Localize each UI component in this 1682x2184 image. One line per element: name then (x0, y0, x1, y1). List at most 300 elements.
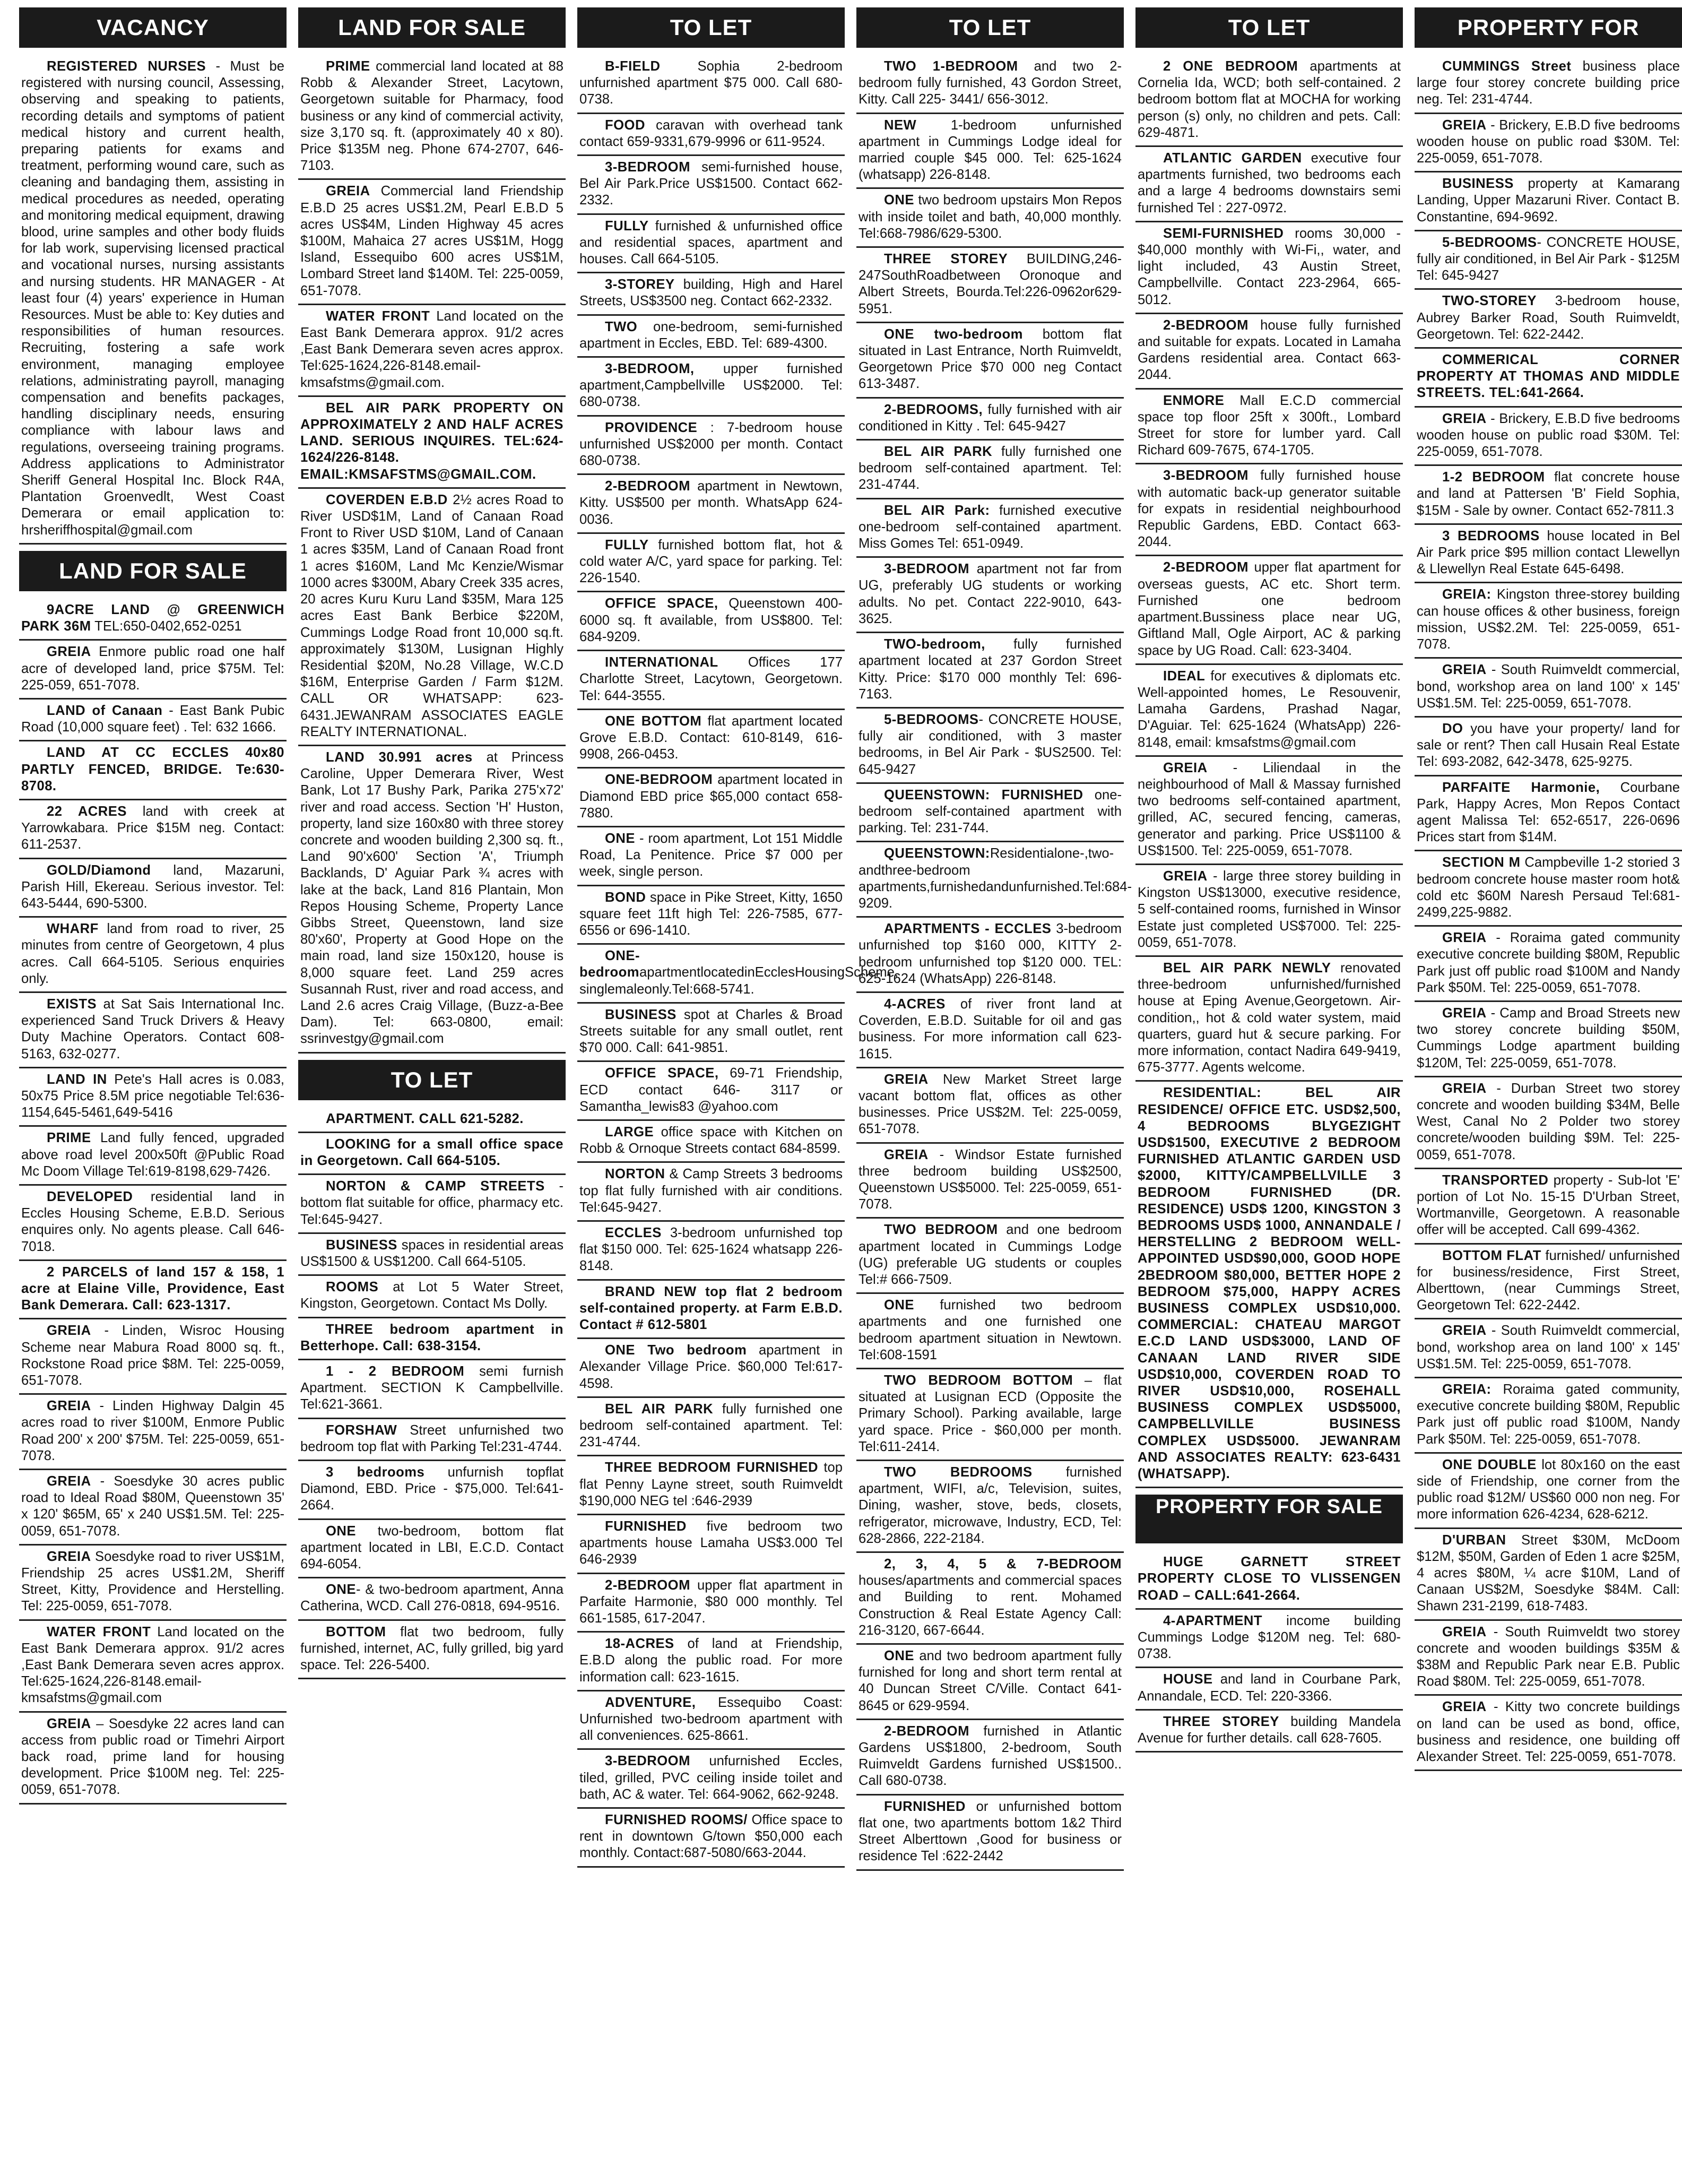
classified-ad (19, 1546, 287, 1621)
classified-ad (577, 1750, 845, 1809)
classified-ad (19, 859, 287, 918)
ad-body: apartment in Alexander Village Price. $60,000 Tel:617-4598. (579, 1343, 843, 1391)
ad-lead: D'URBAN (1442, 1532, 1506, 1548)
ad-lead: GREIA (47, 644, 91, 660)
ad-lead: GREIA (47, 1323, 91, 1339)
ad-lead: ONE (884, 193, 914, 208)
ad-lead: GREIA (1442, 117, 1487, 133)
ad-lead: GREIA (47, 1549, 91, 1564)
classified-ad (577, 417, 845, 476)
classified-ad (577, 945, 898, 1004)
ad-body: bottom flat situated in Last Entrance, North Ruimveldt, Georgetown Price $70 000 neg Contact 613-3487. (859, 326, 1122, 392)
ad-body: - Liliendaal in the neighbourhood of Mall & Massay furnished two bedrooms self-contained apartment, grilled, AC, secured fencing, cameras, generator and parking. Price US$1100 & US$1500. Tel: 225-0059, 651-7078. (1138, 760, 1401, 858)
classified-ad (298, 55, 566, 180)
ad-body: - Linden, Wisroc Housing Scheme near Mabura Road 8000 sq. ft., Rockstone Road price $8M. Tel: 225-0059, 651-7078. (21, 1323, 284, 1388)
classified-ad (298, 746, 566, 1054)
ad-lead: INTERNATIONAL (605, 655, 718, 670)
classified-ad (577, 1456, 845, 1515)
ad-lead: QUEENSTOWN: FURNISHED (884, 787, 1083, 802)
ad-body: and two bedroom apartment fully furnished for long and short term rental at 40 Duncan Street C/Ville. Contact 641-8645 or 629-9594. (859, 1648, 1122, 1713)
classified-ad (856, 499, 1124, 558)
ad-lead: OFFICE SPACE, (605, 1066, 719, 1081)
ad-body: or unfurnished bottom flat one, two apartments bottom 1&2 Third Street Alberttown ,Good for business or residence Tel :622-2442 (859, 1799, 1122, 1864)
ad-lead: LAND IN (47, 1072, 107, 1087)
classified-ad (577, 769, 845, 827)
ad-lead: 3 bedrooms (326, 1465, 425, 1480)
ad-body: BUILDING,246-247SouthRoadbetween Oronoque and Albert Streets, Bourda.Tel:226-0962or629-5951. (859, 252, 1122, 316)
column-2 (298, 7, 566, 2184)
ad-body: furnished apartment, WIFI, a/c, Television, suites, Dining, washer, stove, beds, closets, refrigerator, microwave, Industry, ECD, Tel: 628-2866, 222-2184. (859, 1465, 1122, 1546)
ad-body: for executives & diplomats etc. Well-appointed homes, Le Resouvenir, Lamaha Gardens, Prashad Nagar, D'Aguiar. Tel: 625-1624 (WhatsApp) 226-8148, email: kmsafstms@gmail.com (1138, 668, 1401, 750)
ad-lead: FOOD (605, 117, 645, 133)
ad-body: Land located on the East Bank Demerara approx. 91/2 acres ,East Bank Demerara seven acres approx. Tel:625-1624,226-8148.email-kmsafstms@gmail.com (21, 1624, 284, 1706)
classified-ad (856, 1461, 1124, 1553)
classified-ad (856, 399, 1124, 441)
ad-lead: 2 ONE BEDROOM (1163, 59, 1298, 74)
classified-ad (856, 1645, 1124, 1720)
ad-lead: 4-ACRES (884, 996, 946, 1012)
ad-lead: TWO BEDROOMS (884, 1465, 1033, 1480)
ad-body: Mall E.C.D commercial space top floor 25ft x 300ft., Lombard Street for store for lumber yard. Call Richard 609-7675, 674-1705. (1138, 393, 1401, 458)
ad-lead: BEL AIR PARK (884, 444, 993, 460)
ad-body: – Soesdyke 22 acres land can access from public road or Timehri Airport back road, prime land for housing development. Price $100M neg. Tel: 225-0059, 651-7078. (21, 1716, 284, 1798)
ad-body: fully furnished apartment located at 237 Gordon Street Kitty. Price: $170 000 monthly Tel: 696-7163. (859, 637, 1122, 702)
ad-lead: ONE two-bedroom (884, 326, 1023, 342)
ad-lead: GREIA (1442, 1081, 1487, 1096)
classified-ad (1135, 1711, 1403, 1753)
ad-body: - Brickery, E.B.D five bedrooms wooden house on public road $30M. Tel: 225-0059, 651-7078. (1417, 117, 1680, 166)
ad-body: upper furnished apartment,Campbellville US$2000. Tel: 680-0738. (579, 361, 843, 410)
classified-ad (856, 1144, 1124, 1219)
classified-ad (19, 741, 287, 800)
ad-lead: REGISTERED NURSES (47, 59, 206, 74)
ad-lead: FURNISHED (884, 1799, 966, 1814)
ad-lead: 5-BEDROOMS (884, 712, 979, 727)
classified-ad (577, 710, 845, 769)
ad-lead: ENMORE (1163, 393, 1225, 408)
classified-ad (1415, 1077, 1682, 1169)
ad-lead: EXISTS (47, 996, 97, 1012)
classified-ad (1415, 718, 1682, 776)
ad-lead: LAND of Canaan (47, 703, 163, 718)
ad-lead: OFFICE SPACE, (605, 596, 718, 611)
classified-ad (298, 1578, 566, 1620)
ad-lead: FURNISHED (605, 1519, 687, 1534)
ad-lead: GREIA (326, 184, 370, 199)
classified-ad (577, 1004, 845, 1063)
ad-body: building, High and Harel Streets, US$3500 neg. Contact 662-2332. (579, 277, 843, 309)
ad-body: - Camp and Broad Streets new two storey concrete building $50M, Cummings Lodge apartment building $120M, Tel: 225-0059, 651-7078. (1417, 1005, 1680, 1071)
ad-body: - South Ruimveldt commercial, bond, workshop area on land 100' x 145' US$1.5M. Tel: 225-0059, 651-7078. (1417, 1323, 1680, 1371)
classified-ad (1415, 466, 1682, 525)
ad-body: 1-bedroom unfurnished apartment in Cummings Lodge ideal for married couple $45 000. Tel: 625-1624 (whatsapp) 226-8148. (859, 117, 1122, 183)
classified-ad (1415, 290, 1682, 349)
ad-body: two bedroom upstairs Mon Repos with inside toilet and bath, 40,000 monthly. Tel:668-7986/629-5300. (859, 193, 1122, 241)
ad-body: - Durban Street two storey concrete and wooden building $34M, Belle West, Canal No 2 Polder two storey concrete/wooden building $9M. Tel: 225-0059, 651-7078. (1417, 1081, 1680, 1162)
classified-ad (19, 1068, 287, 1127)
classified-ad (298, 1461, 566, 1520)
classified-ad (1415, 1454, 1682, 1529)
ad-lead: LAND AT CC ECCLES 40x80 PARTLY FENCED, BRIDGE. Te:630-8708. (21, 745, 284, 793)
classified-ad (577, 1633, 845, 1691)
classified-ad (577, 1515, 845, 1574)
ad-lead: THREE STOREY (884, 252, 1008, 267)
ad-body: & Camp Streets 3 bedrooms top flat fully furnished with air conditions. Tel:645-9427. (579, 1167, 843, 1215)
ad-body: apartment in Newtown, Kitty. US$500 per month. WhatsApp 624-0036. (579, 479, 843, 527)
ad-body: Kingston three-storey building can house offices & other business, foreign mission, US$2.2M. Tel: 225-0059, 651-7078. (1417, 587, 1680, 652)
classified-ad (1415, 1378, 1682, 1454)
column-4 (856, 7, 1132, 2184)
classified-ad (1135, 147, 1403, 222)
ad-body: Residentialone-,two-andthree-bedroom apartments,furnishedandunfurnished.Tel:684-9209. (859, 846, 1132, 911)
classified-ad (19, 1395, 287, 1470)
ad-lead: 3-BEDROOM (605, 160, 690, 175)
ad-lead: ONE-bedroom (579, 948, 640, 980)
section-header: PROPERTY FOR (1415, 7, 1682, 48)
ad-body: Roraima gated community, executive concrete building $80M, Republic Park just off public road $100M, Nandy Park $50M. Tel: 225-0059, 651-7078. (1417, 1382, 1680, 1447)
ad-lead: ROOMS (326, 1280, 379, 1295)
ad-lead: PRIME (47, 1130, 91, 1146)
ad-lead: BUSINESS (1442, 176, 1514, 192)
ad-lead: BEL AIR PARK PROPERTY ON APPROXIMATELY 2 AND HALF ACRES LAND. SERIOUS INQUIRES. TEL:624-1624/226-8148. EMAIL:KMSAFSTMS@GMAIL.COM. (300, 400, 563, 482)
classified-ad (577, 534, 845, 593)
ad-body: and one bedroom apartment located in Cummings Lodge (UG) preferable UG students or couples Tel:# 666-7509. (859, 1222, 1122, 1287)
ad-lead: LAND 30.991 acres (326, 749, 473, 765)
ad-lead: TWO BEDROOM BOTTOM (884, 1373, 1073, 1388)
ad-body: Campbeville 1-2 storied 3 bedroom concrete house master room hot& cold etc $60M Naresh Persaud Tel:681-2499,225-9882. (1417, 855, 1680, 920)
ad-body: - South Ruimveldt two storey concrete and wooden buildings $35M & $38M and Republic Park near E.B. Public Road $80M. Tel: 225-0059, 651-7078. (1417, 1624, 1680, 1689)
ad-lead: PARFAITE Harmonie, (1442, 780, 1600, 795)
ad-body: at Lot 5 Water Street, Kingston, Georgetown. Contact Ms Dolly. (300, 1280, 563, 1311)
classified-ad (577, 316, 845, 358)
column-5 (1135, 7, 1403, 2184)
ad-body: property at Kamarang Landing, Upper Mazaruni River. Contact B. Constantine, 694-9692. (1417, 176, 1680, 225)
ad-body: 3-bedroom unfurnished top flat $150 000. Tel: 625-1624 whatsapp 226-8148. (579, 1225, 843, 1274)
ad-lead: APARTMENTS - ECCLES (884, 921, 1052, 937)
ad-body: one-bedroom, semi-furnished apartment in Eccles, EBD. Tel: 689-4300. (579, 319, 843, 351)
ad-body: furnished & unfurnished office and residential spaces, apartment and houses. Call 664-5105. (579, 218, 843, 267)
ad-lead: BOND (605, 890, 646, 905)
ad-lead: THREE STOREY (1163, 1714, 1279, 1729)
section-header: TO LET (1135, 7, 1403, 48)
classified-ad (1135, 556, 1403, 664)
ad-body: spaces in residential areas US$1500 & US$1200. Call 664-5105. (300, 1237, 563, 1269)
ad-lead: RESIDENTIAL: BEL AIR RESIDENCE/ OFFICE ETC. USD$2,500, 4 BEDROOMS BLYGEZIGHT USD$1500, EXECUTIVE 2 BEDROOM FURNISHED ATLANTIC GARDEN USD $2000, KITTY/CAMPBELLVILLE 3 BEDROOM FURNISHED (DR. RESIDENCE) USD$ 1200, KINGSTON 3 BEDROOMS USD$ 1000, ANNANDALE / HERSTELLING 2 BEDROOM WELL- APPOINTED USD$90,000, GOOD HOPE 2BEDROOM $80,000, BETTER HOPE 2 BEDROOM $75,000, HAPPY ACRES BUSINESS COMPLEX USD$10,000. COMMERCIAL: CHATEAU MARGOT E.C.D LAND USD$3000, LAND OF CANAAN LAND RIVER SIDE USD$10,000, COVERDEN ROAD TO RIVER USD$10,000, ROSEHALL BUSINESS COMPLEX USD$5000, CAMPBELLVILLE BUSINESS COMPLEX USD$5000. JEWANRAM AND ASSOCIATES REALTY: 623-6431 (WHATSAPP). (1138, 1085, 1401, 1482)
ad-lead: COMMERICAL CORNER PROPERTY AT THOMAS AND MIDDLE STREETS. TEL:641-2664. (1417, 352, 1680, 401)
classified-ad (1135, 222, 1403, 314)
ad-body: - Soesdyke 30 acres public road to Ideal Road $80M, Queenstown 35' x 120' $65M, 65' x 240 US$1.5M. Tel: 225-0059, 651-7078. (21, 1474, 284, 1539)
ad-body: building Mandela Avenue for further details. call 628-7605. (1138, 1714, 1401, 1746)
classified-ad (19, 1621, 287, 1713)
classified-ad (1135, 957, 1403, 1082)
ad-lead: DO (1442, 721, 1463, 736)
ad-lead: WHARF (47, 921, 99, 937)
ad-lead: BUSINESS (605, 1007, 677, 1022)
ad-body: and two 2-bedroom fully furnished, 43 Gordon Street, Kitty. Call 225- 3441/ 656-3012. (859, 59, 1122, 107)
ad-body: top flat Penny Layne street, south Ruimveldt $190,000 NEG tel :646-2939 (579, 1460, 843, 1508)
ad-lead: 9ACRE LAND @ GREENWICH PARK 36M (21, 602, 284, 634)
classified-ad (856, 1553, 1124, 1645)
classified-ad (856, 918, 1124, 993)
ad-body: apartmentlocatedinEcclesHousingScheme, singlemaleonly.Tel:668-5741. (579, 965, 898, 997)
ad-body: – flat situated at Lusignan ECD (Opposite the Primary School). Parking available, large yard space. Price - $60,000 per month. Tel:611-2414. (859, 1373, 1122, 1454)
ad-lead: GREIA (1442, 1699, 1487, 1715)
ad-body: Street unfurnished two bedroom top flat with Parking Tel:231-4744. (300, 1422, 563, 1454)
classified-ad (1415, 55, 1682, 114)
classified-ad (577, 114, 845, 156)
classified-ad (19, 1713, 287, 1805)
classified-ad (577, 1121, 845, 1163)
ad-lead: GREIA (47, 1716, 91, 1731)
classified-ad (19, 1186, 287, 1261)
classified-ad (577, 827, 845, 886)
classified-ad (19, 55, 287, 545)
ad-body: TEL:650-0402,652-0251 (91, 619, 242, 634)
ad-lead: ONE Two bedroom (605, 1343, 747, 1358)
ad-body: of river front land at Coverden, E.B.D. Suitable for oil and gas business. For more information call 623-1615. (859, 996, 1122, 1061)
ad-lead: PROVIDENCE (605, 420, 698, 435)
ad-body: - East Bank Pubic Road (10,000 square feet) . Tel: 632 1666. (21, 703, 284, 735)
ad-body: executive four apartments furnished, two bedrooms each and a large 4 bedrooms downstairs semi furnished Tel : 227-0972. (1138, 151, 1401, 215)
classified-ad (577, 1062, 845, 1121)
classified-ad (298, 1234, 566, 1276)
ad-lead: ONE DOUBLE (1442, 1457, 1537, 1472)
ad-lead: HOUSE (1163, 1672, 1213, 1687)
ad-body: business place large four storey concrete building price neg. Tel: 231-4744. (1417, 59, 1680, 107)
classified-ad (1415, 1319, 1682, 1378)
classified-ad (19, 1261, 287, 1320)
ad-lead: NEW (884, 117, 917, 133)
ad-lead: 4-APARTMENT (1163, 1613, 1263, 1628)
ad-body: residential land in Eccles Housing Scheme, E.B.D. Serious enquires only. No agents please. Call 646-7018. (21, 1189, 284, 1254)
ad-body: - Brickery, E.B.D five bedrooms wooden house on public road $30M. Tel: 225-0059, 651-7078. (1417, 411, 1680, 460)
classified-ad (1135, 865, 1403, 957)
ad-lead: NORTON (605, 1167, 665, 1182)
ad-body: - room apartment, Lot 151 Middle Road, La Penitence. Price $7 000 per week, single person. (579, 831, 843, 879)
ad-lead: GREIA (1442, 411, 1487, 426)
classified-ad (856, 993, 1124, 1068)
ad-body: Commercial land Friendship E.B.D 25 acres US$1.2M, Pearl E.B.D 5 acres US$4M, Linden Highway 45 acres $100M, Mahaica 27 acres US$1M, Hogg Island, Essequibo 600 acres US$1M, Lombard Street land $140M. Tel: 225-0059, 651-7078. (300, 184, 563, 298)
ad-lead: BOTTOM (326, 1624, 386, 1639)
section-header: VACANCY (19, 7, 287, 48)
ad-body: upper flat apartment for overseas guests, AC etc. Short term. Furnished one bedroom apartment.Bussiness place near UG, Giftland Mall, Ogle Airport, AC & parking space by UG Road. Call: 623-3404. (1138, 560, 1401, 658)
ad-lead: COVERDEN E.B.D (326, 492, 448, 507)
classified-ad (856, 248, 1124, 323)
ad-body: commercial land located at 88 Robb & Alexander Street, Lacytown, Georgetown suitable for Pharmacy, food business or any kind of commercial activity, size 3,170 sq. ft. (approximately 40 x 80). Price $135M neg. Phone 674-2707, 646-7103. (300, 59, 563, 174)
classified-ad (19, 800, 287, 859)
classified-ad (19, 641, 287, 700)
ad-lead: GREIA: (1442, 1382, 1492, 1397)
ad-lead: QUEENSTOWN: (884, 846, 990, 861)
classified-ad (1135, 55, 1403, 147)
ad-lead: SECTION M (1442, 855, 1521, 870)
ad-body: Offices 177 Charlotte Street, Lacytown, Georgetown. Tel: 644-3555. (579, 655, 843, 703)
ad-body: - Kitty two concrete buildings on land can be used as bond, office, business and residence, one building off Alexander Street. Tel: 225-0059, 651-7078. (1417, 1699, 1680, 1765)
ad-body: semi furnish Apartment. SECTION K Campbellville. Tel:621-3661. (300, 1364, 563, 1412)
ad-lead: BRAND NEW top flat 2 bedroom self-contained property. at Farm E.B.D. Contact # 612-5801 (579, 1284, 843, 1332)
classified-ad (19, 1319, 287, 1395)
classified-ad (1135, 390, 1403, 465)
ad-body: 3-bedroom house, Aubrey Barker Road, South Ruimveldt, Georgetown. Tel: 622-2442. (1417, 293, 1680, 342)
classified-ad (1135, 464, 1403, 556)
ad-body: land from road to river, 25 minutes from centre of Georgetown, 4 plus acres. Call 664-5105. Serious enquiries only. (21, 921, 284, 986)
classified-ad (298, 1520, 566, 1579)
ad-body: spot at Charles & Broad Streets suitable for any small outlet, rent $70 000. Call: 641-9851. (579, 1007, 843, 1056)
classified-ad (856, 558, 1124, 633)
classified-ad (1415, 851, 1682, 927)
ad-lead: TWO-bedroom, (884, 637, 985, 652)
ad-lead: GREIA (1442, 1624, 1487, 1639)
classified-ad (577, 273, 845, 315)
classified-ad (577, 592, 845, 651)
ad-lead: THREE bedroom apartment in Betterhope. Call: 638-3154. (300, 1322, 563, 1353)
classified-ad (856, 55, 1124, 114)
ad-body: two-bedroom, bottom flat apartment located in LBI, E.C.D. Contact 694-6054. (300, 1523, 563, 1572)
ad-lead: 2-BEDROOM (1163, 560, 1249, 575)
ad-lead: ADVENTURE, (605, 1695, 696, 1710)
ad-lead: ONE (326, 1582, 356, 1598)
ad-lead: SEMI-FURNISHED (1163, 226, 1284, 241)
ad-body: apartment located in Diamond EBD price $65,000 contact 658-7880. (579, 772, 843, 821)
ad-body: Sophia 2-bedroom unfurnished apartment $75 000. Call 680-0738. (579, 59, 843, 107)
ad-body: Essequibo Coast: Unfurnished two-bedroom apartment with all conveniences. 625-8661. (579, 1695, 843, 1743)
ad-lead: ONE (884, 1648, 914, 1664)
section-header: PROPERTY FOR SALE (1135, 1495, 1403, 1543)
ad-lead: GREIA (1442, 930, 1487, 946)
classified-ad (298, 1175, 566, 1234)
ad-body: one-bedroom self-contained apartment with parking. Tel: 231-744. (859, 787, 1122, 836)
section-header: LAND FOR SALE (19, 551, 287, 591)
ad-body: caravan with overhead tank contact 659-9331,679-9996 or 611-9524. (579, 117, 843, 149)
ad-body: unfurnished Eccles, tiled, grilled, PVC ceiling inside toilet and bath, AC & water. Tel: 664-9062, 662-9248. (579, 1754, 843, 1802)
ad-body: apartment not far from UG, preferably UG students or working adults. No pet. Contact 222-9010, 643-3625. (859, 562, 1122, 626)
ad-lead: 5-BEDROOMS (1442, 235, 1537, 250)
classified-ad (1415, 583, 1682, 659)
ad-lead: ONE (326, 1523, 356, 1539)
classified-ad (577, 1574, 845, 1633)
column-3 (577, 7, 898, 2184)
ad-lead: 2, 3, 4, 5 & 7-BEDROOM (884, 1557, 1122, 1572)
ad-lead: BEL AIR Park: (884, 503, 990, 518)
ad-body: property - Sub-lot 'E' portion of Lot No. 15-15 D'Urban Street, Wortmanville, Georgetown. A reasonable offer will be accepted. Call 699-4362. (1417, 1172, 1680, 1238)
ad-body: - Linden Highway Dalgin 45 acres road to river $100M, Enmore Public Road 200' x 200' $75M. Tel: 225-0059, 651-7078. (21, 1399, 284, 1463)
ad-body: flat concrete house and land at Pattersen 'B' Field Sophia, $15M - Sale by owner. Contact 652-7811.3 (1417, 470, 1680, 518)
classified-ad (856, 1720, 1124, 1795)
ad-body: fully furnished house with automatic back-up generator suitable for expats in residential neighbourhood Republic Gardens, EBD. Contact 663-2044. (1138, 468, 1401, 550)
ad-body: New Market Street large vacant bottom flat, offices as other businesses. Price US$2M. Tel: 225-0059, 651-7078. (859, 1072, 1122, 1137)
ad-body: unfurnish topflat Diamond, EBD. Price - $75,000. Tel:641-2664. (300, 1465, 563, 1513)
classified-ad (1415, 1169, 1682, 1245)
classified-ad (1135, 757, 1403, 865)
ad-body: 69-71 Friendship, ECD contact 646- 3117 or Samantha_lewis83 @yahoo.com (579, 1066, 843, 1114)
classified-ad (577, 1281, 845, 1340)
ad-lead: BUSINESS (326, 1237, 397, 1253)
classified-ad (1415, 776, 1682, 852)
classified-ad (1415, 659, 1682, 718)
ad-body: furnished in Atlantic Gardens US$1800, 2-bedroom, South Ruimveldt Gardens furnished US$1500.. Call 680-0738. (859, 1723, 1122, 1789)
ad-lead: ATLANTIC GARDEN (1163, 151, 1302, 166)
classified-ad (19, 1470, 287, 1546)
ad-body: Street $30M, McDoom $12M, $50M, Garden of Eden 1 acre $25M, 4 acres $80M, ¼ acre $10M, Land of Canaan US$2M, Soesdyke $84M. Call: Shawn 231-2199, 618-7483. (1417, 1532, 1680, 1614)
classified-ad (577, 1163, 845, 1222)
ad-body: fully furnished one bedroom self-contained apartment. Tel: 231-4744. (859, 444, 1122, 493)
section-header: TO LET (298, 1060, 566, 1100)
ad-lead: WATER FRONT (47, 1624, 151, 1639)
ad-body: and land in Courbane Park, Annandale, ECD. Tel: 220-3366. (1138, 1672, 1401, 1704)
ad-lead: ONE BOTTOM (605, 713, 702, 729)
classified-ad (298, 1108, 566, 1133)
ad-body: renovated three-bedroom unfurnished/furnished house at Eping Avenue,Georgetown. Air-condition,, hot & cold water system, maid quarters, guard hut & secure parking. For more information, contact Nadira 649-9419, 675-3777. Agents welcome. (1138, 960, 1401, 1075)
classified-ad (577, 475, 845, 534)
ad-body: - South Ruimveldt commercial, bond, workshop area on land 100' x 145' US$1.5M. Tel: 225-0059, 651-7078. (1417, 662, 1680, 711)
ad-lead: TRANSPORTED (1442, 1172, 1549, 1188)
ad-body: fully furnished one bedroom self-contained apartment. Tel: 231-4744. (579, 1401, 843, 1450)
classified-ad (1415, 231, 1682, 290)
ad-lead: GREIA (884, 1072, 929, 1087)
ad-lead: GREIA (1442, 662, 1487, 678)
ad-lead: IDEAL (1163, 668, 1206, 684)
ad-body: furnished/ unfurnished for business/residence, First Street, Alberttown, (near Cummings Street, Georgetown Tel: 622-2442. (1417, 1248, 1680, 1313)
classified-ad (856, 709, 1124, 784)
ad-lead: GREIA (1163, 868, 1208, 884)
ad-body: land, Mazaruni, Parish Hill, Ekereau. Serious investor. Tel: 643-5444, 690-5300. (21, 862, 284, 911)
classified-ad (298, 397, 566, 489)
ad-body: Land fully fenced, upgraded above road level 200x50ft @Public Road Mc Doom Village Tel:619-8198,629-7426. (21, 1130, 284, 1179)
ad-body: - CONCRETE HOUSE, fully air conditioned, with 3 master bedrooms, in Bel Air Park - $US2500. Tel: 645-9427 (859, 712, 1122, 777)
ad-lead: BEL AIR PARK NEWLY (1163, 960, 1331, 976)
classified-ad (856, 633, 1124, 709)
ad-body: income building Cummings Lodge $120M neg. Tel: 680-0738. (1138, 1613, 1401, 1662)
classified-ad (577, 215, 845, 274)
ad-body: at Sat Sais International Inc. experienced Sand Truck Drivers & Heavy Duty Machine Operators. Contact 608-5163, 632-0277. (21, 996, 284, 1061)
ad-lead: LOOKING for a small office space in Georgetown. Call 664-5105. (300, 1136, 563, 1168)
ad-body: - Must be registered with nursing council, Assessing, observing and speaking to patients, recording details and symptoms of patient medical history and current health, preparing patients for exams and treatment, performing wound care, such as cleaning and bandaging them, assisting in medical procedures as needed, operating and monitoring medical equipment, drawing blood, urine samples and other body fluids for lab work, supervising licensed practical and vocational nurses, nursing assistants and nursing students. HR MANAGER - At least four (4) years' experience in Human Resources. Must be able to: Key duties and responsibilities of human resources. Recruiting, fostering a safe work environment, managing employee relations, administrating payroll, managing compensation and benefits packages, handling disciplinary needs, ensuring compliance with labour laws and regulations, overseeing training programs. Address applications to Administrator Sheriff General Hospital Inc. Block R4A, Plantation Groenvedlt, West Coast Demerara or email application to: hrsheriffhospital@gmail.com (21, 59, 284, 538)
column-6 (1415, 7, 1682, 2184)
ad-lead: APARTMENT. CALL 621-5282. (326, 1111, 524, 1126)
classified-ad (1135, 314, 1403, 390)
ad-lead: 2-BEDROOM (605, 1577, 690, 1593)
classified-ad (577, 1809, 845, 1868)
classified-ad (19, 1127, 287, 1186)
ad-body: five bedroom two apartments house Lamaha US$3.000 Tel 646-2939 (579, 1519, 843, 1567)
classified-ad (856, 441, 1124, 499)
ad-lead: PRIME (326, 59, 370, 74)
ad-body: flat two bedroom, fully furnished, internet, AC, fully grilled, big yard space. Tel: 226-5400. (300, 1624, 563, 1673)
ad-body: Land located on the East Bank Demerara approx. 91/2 acres ,East Bank Demerara seven acres approx. Tel:625-1624,226-8148.email-kmsafstms@gmail.com. (300, 308, 563, 390)
ad-lead: GREIA (1442, 1005, 1487, 1021)
classified-ad (577, 1339, 845, 1398)
section-header: TO LET (577, 7, 845, 48)
ad-body: at Princess Caroline, Upper Demerara River, West Bank, Lot 17 Bushy Park, Parika 275'x72' river and road access. Section 'H' Huston, property, land size 160x80 with three storey concrete and wooden building 2,300 sq. ft., Land 90'x600' Section 'A', Triumph Backlands, D' Aguiar Park ¾ acres with lake at the back, Land 816 Plantain, Mon Repos Housing Scheme, Property Lance Gibbs Street, Queenstown, land size 80'x60', Property at Good Hope on the main road, land size 150x120, house is 8,000 square feet. Land 259 acres Susannah Rust, river and road access, and Land 2.6 acres Craig Village, (Buzz-a-Bee Dam). Tel: 663-0800, email: ssrinvestgy@gmail.com (300, 749, 563, 1047)
ad-lead: 3-BEDROOM (605, 1754, 690, 1769)
ad-lead: GOLD/Diamond (47, 862, 151, 878)
ad-body: semi-furnished house, Bel Air Park.Price US$1500. Contact 662-2332. (579, 160, 843, 208)
classified-ad (298, 1318, 566, 1360)
classified-ad (577, 651, 845, 710)
ad-body: office space with Kitchen on Robb & Ornoque Streets contact 684-8599. (579, 1124, 843, 1156)
classified-ad (577, 1222, 845, 1281)
ad-body: house fully furnished and suitable for expats. Located in Lamaha Gardens residential area. Contact 663-2044. (1138, 317, 1401, 383)
column-1 (19, 7, 287, 2184)
ad-lead: HUGE GARNETT STREET PROPERTY CLOSE TO VLISSENGEN ROAD – CALL:641-2664. (1138, 1555, 1401, 1603)
ad-lead: 3-BEDROOM, (605, 361, 695, 377)
classified-ad (577, 1691, 845, 1750)
ad-lead: 2 PARCELS of land 157 & 158, 1 acre at Elaine Ville, Providence, East Bank Demerara. Call: 623-1317. (21, 1264, 284, 1313)
ad-lead: TWO 1-BEDROOM (884, 59, 1018, 74)
section-header: TO LET (856, 7, 1124, 48)
ad-lead: BOTTOM FLAT (1442, 1248, 1541, 1263)
classified-ad (856, 114, 1124, 189)
